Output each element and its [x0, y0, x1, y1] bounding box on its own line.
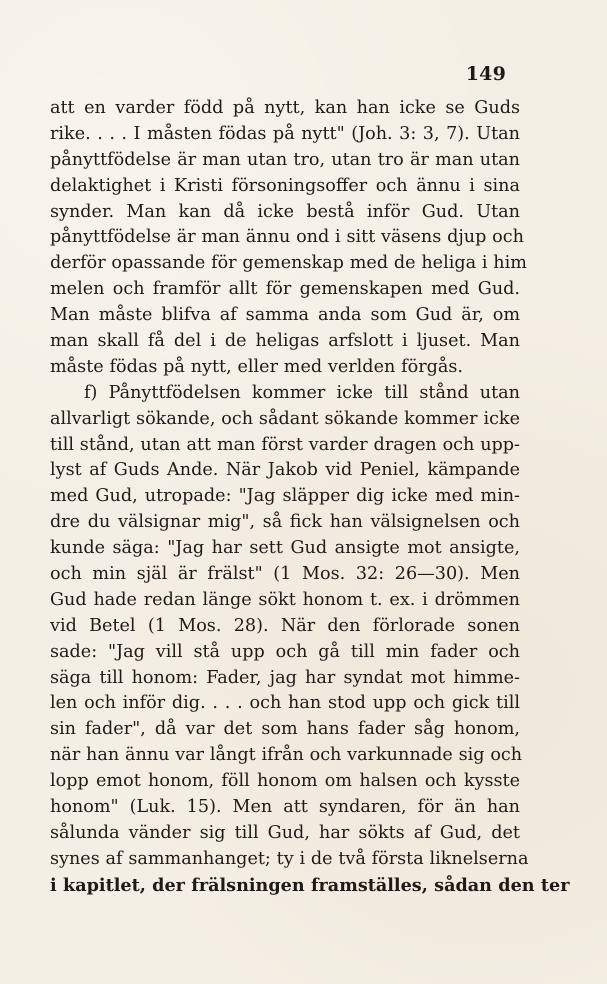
text-line-13: allvarligt sökande, och sådant sökande kommer icke — [50, 408, 520, 429]
text-line-3: pånyttfödelse är man utan tro, utan tro är man utan — [50, 149, 520, 170]
text-line-12: f) Pånyttfödelsen kommer icke till stånd utan — [84, 382, 520, 403]
text-line-28: honom" (Luk. 15). Men att syndaren, för än han — [50, 797, 520, 818]
text-line-16: med Gud, utropade: "Jag släpper dig icke med min- — [50, 486, 520, 507]
text-line-11: måste födas på nytt, eller med verlden förgås. — [50, 356, 463, 377]
text-line-7: derför opassande för gemenskap med de heliga i him — [50, 253, 527, 274]
text-line-15: lyst af Guds Ande. När Jakob vid Peniel, kämpande — [50, 460, 520, 481]
text-line-18: kunde säga: "Jag har sett Gud ansigte mot ansigte, — [50, 538, 520, 559]
text-line-17: dre du välsignar mig", så fick han välsignelsen och — [50, 512, 520, 533]
text-line-1: att en varder född på nytt, kan han icke se Guds — [50, 98, 520, 118]
text-line-5: synder. Man kan då icke bestå inför Gud. Utan — [50, 201, 520, 222]
text-line-2: rike. . . . I måsten födas på nytt" (Joh. 3: 3, 7). Utan — [50, 123, 520, 144]
text-line-4: delaktighet i Kristi försoningsoffer och ännu i sina — [50, 175, 520, 196]
text-line-30: synes af sammanhanget; ty i de två första liknelserna — [50, 848, 529, 869]
text-line-10: man skall få del i de heligas arfslott i ljuset. Man — [50, 331, 520, 352]
body-text — [50, 96, 570, 899]
page-number: 149 — [465, 63, 506, 85]
text-line-24: len och inför dig. . . . och han stod upp och gick till — [50, 693, 520, 714]
text-line-23: säga till honom: Fader, jag har syndat mot himme- — [50, 667, 520, 688]
text-line-8: melen och framför allt för gemenskapen med Gud. — [50, 279, 520, 300]
text-line-27: lopp emot honom, föll honom om halsen och kysste — [50, 771, 520, 792]
text-line-25: sin fader", då var det som hans fader såg honom, — [50, 719, 520, 740]
text-line-14: till stånd, utan att man först varder dragen och upp- — [50, 434, 520, 455]
text-line-21: vid Betel (1 Mos. 28). När den förlorade sonen — [50, 615, 520, 636]
text-line-19: och min själ är frälst" (1 Mos. 32: 26—30). Men — [50, 564, 520, 585]
text-line-26: när han ännu var långt ifrån och varkunnade sig och — [50, 745, 523, 766]
text-line-29: sålunda vänder sig till Gud, har sökts af Gud, det — [50, 822, 520, 843]
text-line-9: Man måste blifva af samma anda som Gud är, om — [50, 305, 520, 326]
text-line-6: pånyttfödelse är man ännu ond i sitt väsens djup och — [50, 227, 524, 248]
text-line-22: sade: "Jag vill stå upp och gå till min fader och — [50, 641, 520, 662]
text-line-20: Gud hade redan länge sökt honom t. ex. i drömmen — [50, 589, 520, 610]
text-line-31: i kapitlet, der frälsningen framställes, sådan den ter — [50, 874, 570, 896]
